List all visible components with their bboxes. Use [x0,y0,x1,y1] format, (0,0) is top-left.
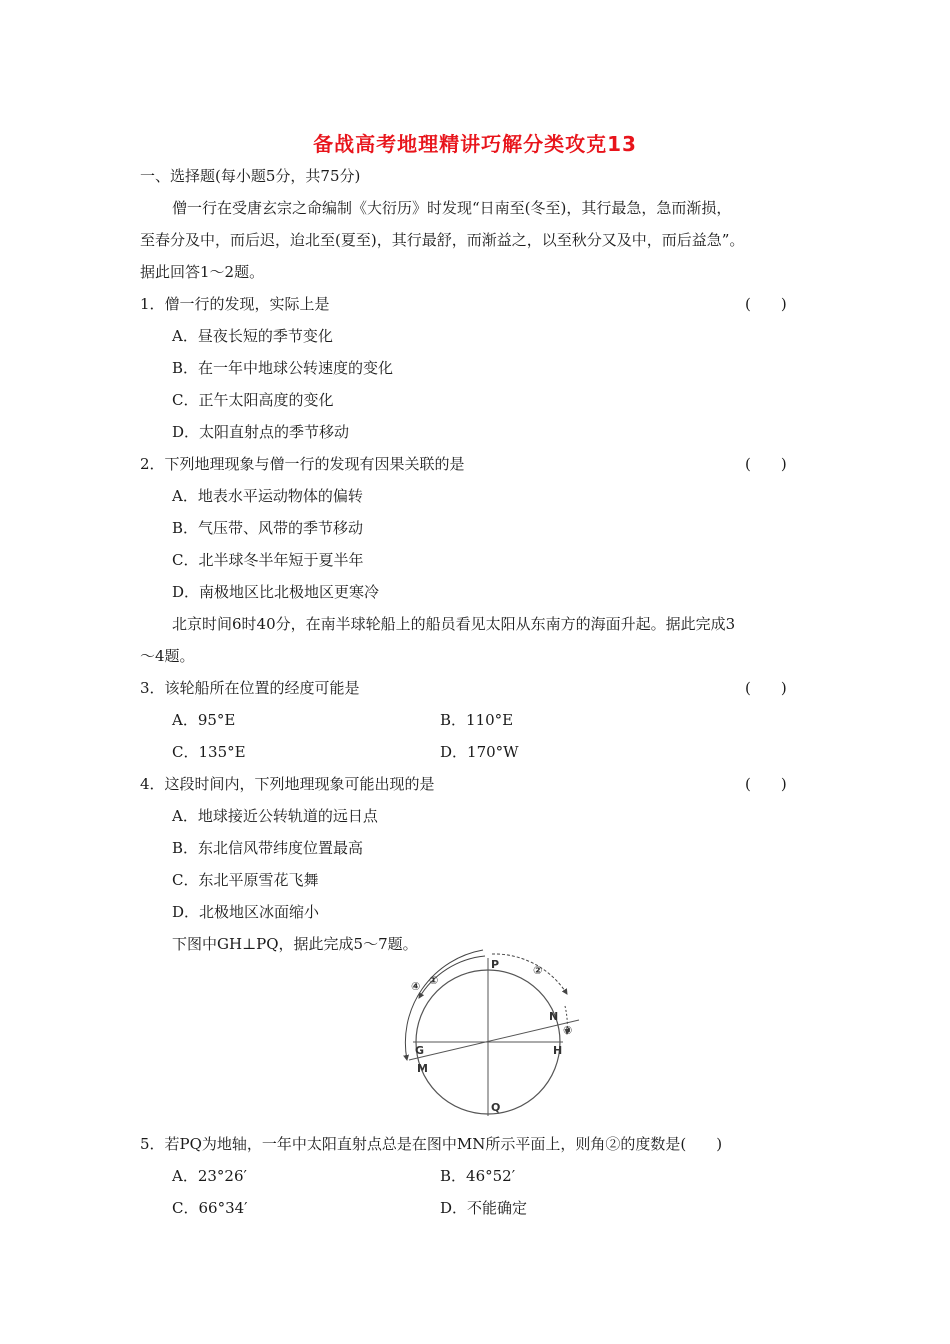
question-3-option-c: C．135°E [172,743,246,761]
passage-1-line-3: 据此回答1～2题。 [140,263,265,281]
question-5-option-d: D．不能确定 [440,1199,528,1217]
passage-1-line-1: 僧一行在受唐玄宗之命编制《大衍历》时发现“日南至(冬至)，其行最急，急而渐损， [172,199,732,217]
label-q: Q [491,1101,501,1114]
label-m: M [417,1062,428,1075]
question-2-option-b: B．气压带、风带的季节移动 [172,519,364,537]
question-5-option-c: C．66°34′ [172,1199,248,1217]
question-4-answer-blank[interactable]: ( ) [745,775,787,793]
question-2-option-d: D．南极地区比北极地区更寒冷 [172,583,380,601]
section-heading: 一、选择题(每小题5分，共75分) [140,167,361,185]
label-n: N [549,1010,559,1023]
question-2-option-a: A．地表水平运动物体的偏转 [172,487,363,505]
label-g: G [415,1044,425,1057]
question-5-stem: 5．若PQ为地轴，一年中太阳直射点总是在图中MN所示平面上，则角②的度数是( ) [140,1135,723,1153]
question-1-stem: 1．僧一行的发现，实际上是 [140,295,330,313]
question-1-option-c: C．正午太阳高度的变化 [172,391,334,409]
earth-orbit-diagram [395,948,595,1120]
label-h: H [553,1044,563,1057]
question-1-answer-blank[interactable]: ( ) [745,295,787,313]
passage-2-line-2: ～4题。 [140,647,195,665]
question-3-option-a: A．95°E [172,711,236,729]
question-3-answer-blank[interactable]: ( ) [745,679,787,697]
question-5-option-b: B．46°52′ [440,1167,516,1185]
question-4-option-d: D．北极地区冰面缩小 [172,903,320,921]
question-3-option-b: B．110°E [440,711,514,729]
passage-3: 下图中GH⊥PQ，据此完成5～7题。 [172,935,418,953]
question-4-option-a: A．地球接近公转轨道的远日点 [172,807,378,825]
question-1-option-a: A．昼夜长短的季节变化 [172,327,333,345]
question-2-answer-blank[interactable]: ( ) [745,455,787,473]
label-angle-2: ② [533,964,543,977]
question-2-stem: 2．下列地理现象与僧一行的发现有因果关联的是 [140,455,465,473]
question-2-option-c: C．北半球冬半年短于夏半年 [172,551,364,569]
label-angle-3: ③ [563,1024,573,1037]
passage-1-line-2: 至春分及中，而后迟，迨北至(夏至)，其行最舒，而渐益之，以至秋分又及中，而后益急”。 [140,231,745,249]
question-4-stem: 4．这段时间内，下列地理现象可能出现的是 [140,775,435,793]
question-3-stem: 3．该轮船所在位置的经度可能是 [140,679,360,697]
document-title: 备战高考地理精讲巧解分类攻克13 [313,132,637,156]
question-4-option-c: C．东北平原雪花飞舞 [172,871,319,889]
question-5-option-a: A．23°26′ [172,1167,247,1185]
label-p: P [491,958,500,971]
question-3-option-d: D．170°W [440,743,519,761]
question-1-option-b: B．在一年中地球公转速度的变化 [172,359,394,377]
question-4-option-b: B．东北信风带纬度位置最高 [172,839,364,857]
question-1-option-d: D．太阳直射点的季节移动 [172,423,350,441]
label-angle-4: ④ [411,980,421,993]
passage-2-line-1: 北京时间6时40分，在南半球轮船上的船员看见太阳从东南方的海面升起。据此完成3 [172,615,736,633]
label-angle-1: ① [429,974,439,987]
arc-angle-2 [492,954,567,994]
